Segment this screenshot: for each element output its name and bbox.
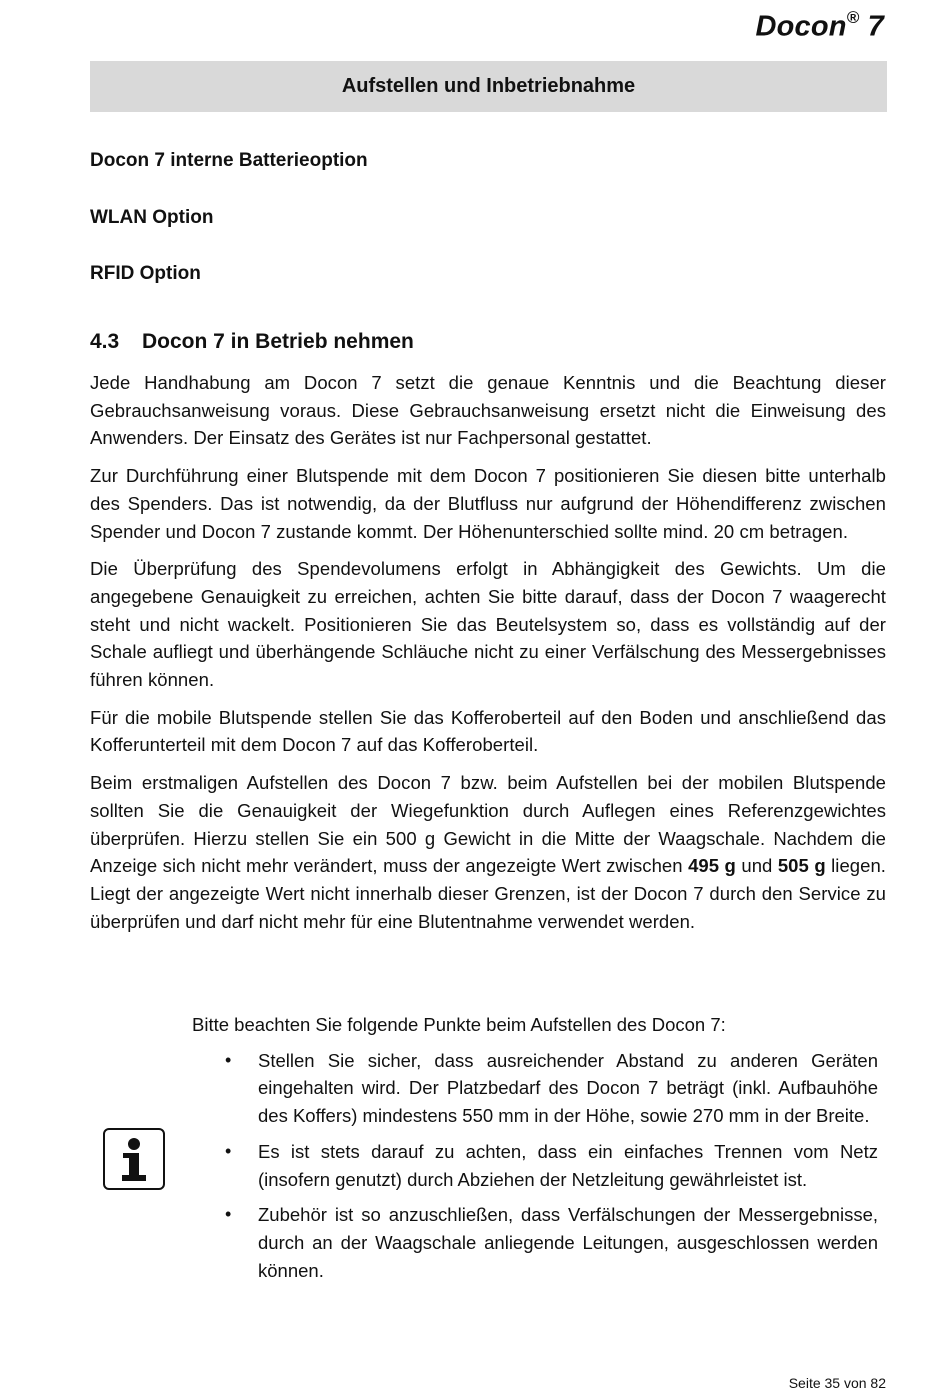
- body-text: [90, 369, 886, 945]
- list-item: [192, 1047, 878, 1130]
- section-banner: [90, 61, 887, 112]
- note-item-text: Es ist stets darauf zu achten, dass ein einfaches Trennen vom Netz (insofern genutzt) durch Abziehen der Netzleitung gewährleistet ist.: [258, 1140, 878, 1190]
- document-title: [755, 10, 884, 44]
- paragraph-mobile-setup: Für die mobile Blutspende stellen Sie das Kofferoberteil auf den Boden und anschließend das Kofferunterteil mit dem Docon 7 auf das Kofferoberteil.: [90, 706, 886, 756]
- setup-note: [192, 1011, 878, 1292]
- bullet-icon: •: [225, 1049, 232, 1070]
- chapter-title: Docon 7 in Betrieb nehmen: [142, 330, 414, 353]
- paragraph-positioning: Zur Durchführung einer Blutspende mit dem Docon 7 positionieren Sie diesen bitte unterhalb des Spenders. Das ist notwendig, da der Blutfluss nur aufgrund der Höhendifferenz zwischen Spender und Docon 7 zustande kommt. Der Höhenunterschied sollte mind. 20 cm betragen.: [90, 465, 886, 542]
- calibration-text-3: liegen. Liegt der angezeigte Wert nicht innerhalb dieser Grenzen, ist der Docon 7 durch den Service zu überprüfen und darf nicht mehr für eine Blutentnahme verwendet werden.: [90, 855, 886, 932]
- note-item-text: Stellen Sie sicher, dass ausreichender Abstand zu anderen Geräten eingehalten wird. Der Platzbedarf des Docon 7 beträgt (inkl. Aufbauhöhe des Koffers) mindestens 550 mm in der Höhe, sowie 270 mm in der Breite.: [258, 1049, 878, 1127]
- note-intro: Bitte beachten Sie folgende Punkte beim Aufstellen des Docon 7:: [192, 1014, 726, 1035]
- option-heading-rfid: RFID Option: [90, 263, 201, 284]
- paragraph-usage: Jede Handhabung am Docon 7 setzt die genaue Kenntnis und die Beachtung dieser Gebrauchsanweisung voraus. Diese Gebrauchsanweisung ersetzt nicht die Einweisung des Anwenders. Der Einsatz des Gerätes ist nur Fachpersonal gestattet.: [90, 372, 886, 449]
- page-number: Seite 35 von 82: [788, 1375, 886, 1391]
- note-item-text: Zubehör ist so anzuschließen, dass Verfälschungen der Messergebnisse, durch an der Waagschale anliegende Leitungen, ausgeschlossen werden können.: [258, 1204, 878, 1281]
- calibration-text-1: Beim erstmaligen Aufstellen des Docon 7 bzw. beim Aufstellen bei der mobilen Blutspende sollten Sie die Genauigkeit der Wiegefunktion durch Auflegen eines Referenzgewichtes überprüfen. Hierzu stellen Sie ein 500 g Gewicht in die Mitte der Waagschale. Nachdem die Anzeige sich nicht mehr verändert, muss der angezeigte Wert zwischen: [90, 772, 886, 877]
- list-item: [192, 1201, 878, 1284]
- product-version: 7: [867, 10, 884, 43]
- section-title: Aufstellen und Inbetriebnahme: [341, 75, 636, 97]
- calibration-text-2: und: [735, 855, 778, 877]
- bullet-icon: •: [225, 1204, 232, 1225]
- chapter-heading: [90, 330, 414, 354]
- registered-mark: ®: [846, 8, 860, 27]
- list-item: [192, 1138, 878, 1193]
- paragraph-calibration: [90, 769, 886, 935]
- calibration-min-value: 495 g: [688, 855, 736, 877]
- calibration-max-value: 505 g: [777, 855, 826, 877]
- product-name: Docon: [755, 10, 847, 43]
- option-heading-battery: Docon 7 interne Batterieoption: [90, 150, 368, 171]
- bullet-icon: •: [225, 1140, 232, 1161]
- info-icon: [103, 1128, 165, 1190]
- chapter-number: 4.3: [90, 330, 120, 353]
- note-list: [192, 1047, 878, 1285]
- paragraph-volume-check: Die Überprüfung des Spendevolumens erfolgt in Abhängigkeit des Gewichts. Um die angegebene Genauigkeit zu erreichen, achten Sie bitte darauf, dass der Docon 7 waagerecht steht und nicht wackelt. Positionieren Sie das Beutelsystem so, dass es vollständig auf der Schale aufliegt und überhängende Schläuche nicht zu einer Verfälschung des Messergebnisses führen können.: [90, 558, 886, 691]
- option-heading-wlan: WLAN Option: [90, 207, 214, 228]
